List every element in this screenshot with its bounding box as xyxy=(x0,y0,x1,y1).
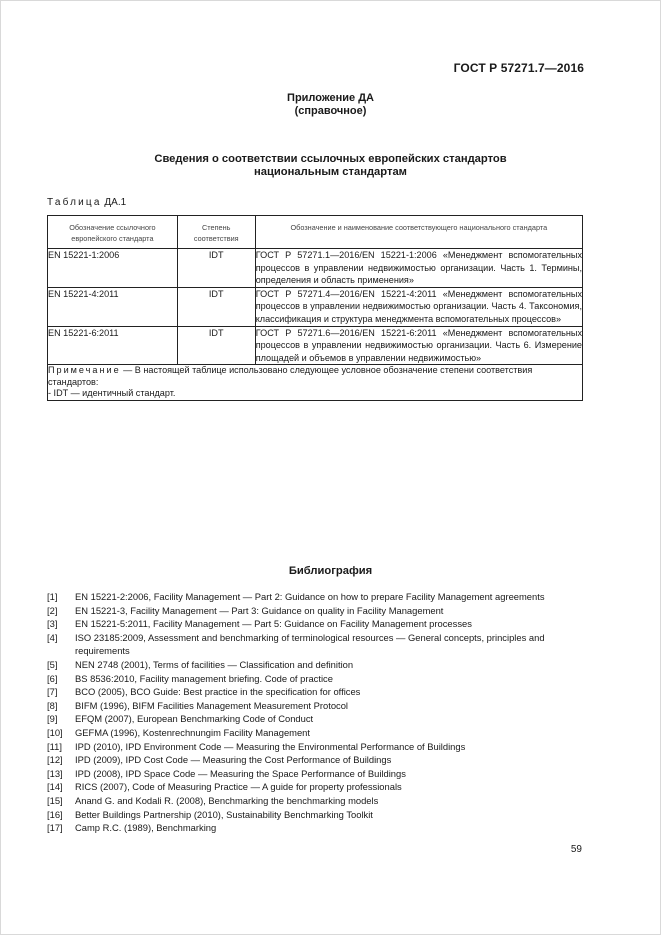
reference-text: NEN 2748 (2001), Terms of facilities — Classification and definition xyxy=(75,658,354,670)
reference-number: [14] xyxy=(47,781,63,793)
table-row xyxy=(48,249,583,288)
reference-number: [11] xyxy=(47,740,62,752)
ref-standard-cell: EN 15221-4:2011 xyxy=(48,287,178,326)
national-standard-cell: ГОСТ Р 57271.4—2016/EN 15221-4:2011 «Менеджмент вспомогательных процессов в управлении недвижимостью организации. Часть 4. Таксономия, классификация и структура менеджмента вспомогательных процессов» xyxy=(255,287,582,326)
reference-number: [3] xyxy=(47,618,58,630)
list-item xyxy=(47,699,587,713)
ref-standard-cell: EN 15221-1:2006 xyxy=(48,249,178,288)
reference-text: EN 15221-3, Facility Management — Part 3: Guidance on quality in Facility Management xyxy=(75,604,444,616)
reference-text: ISO 23185:2009, Assessment and benchmarking of terminological resources — General concepts, principles and requirements xyxy=(75,631,545,657)
standard-designation: ГОСТ Р 57271.7—2016 xyxy=(453,61,584,75)
header-degree: Степень соответствия xyxy=(177,216,255,249)
reference-number: [9] xyxy=(47,713,58,725)
reference-number: [2] xyxy=(47,604,58,616)
reference-number: [15] xyxy=(47,794,63,806)
section-title-line-2: национальным стандартам xyxy=(254,166,407,178)
national-standard-cell: ГОСТ Р 57271.6—2016/EN 15221-6:2011 «Менеджмент вспомогательных процессов в управлении недвижимостью организации. Часть 6. Измерение площадей и объемов в управлении недвижимостью» xyxy=(255,326,582,365)
reference-text: RICS (2007), Code of Measuring Practice — A guide for property professionals xyxy=(75,781,402,793)
appendix-subtitle: (справочное) xyxy=(294,105,367,117)
correspondence-table xyxy=(47,215,583,401)
list-item xyxy=(47,617,587,631)
reference-number: [8] xyxy=(47,699,58,711)
table-header-row xyxy=(48,216,583,249)
table-row xyxy=(48,326,583,365)
table-row xyxy=(48,287,583,326)
note-item: - IDT — идентичный стандарт. xyxy=(48,388,176,399)
list-item xyxy=(47,740,587,754)
bibliography-list xyxy=(47,590,587,835)
reference-text: IPD (2008), IPD Space Code — Measuring the Space Performance of Buildings xyxy=(75,767,406,779)
note-text: — В настоящей таблице использовано следующее условное обозначение степени соответствия стандартов: xyxy=(48,365,533,387)
table-note xyxy=(48,365,583,401)
list-item xyxy=(47,726,587,740)
list-item xyxy=(47,590,587,604)
reference-text: EN 15221-5:2011, Facility Management — Part 5: Guidance on Facility Management processes xyxy=(75,618,472,630)
list-item xyxy=(47,753,587,767)
ref-standard-cell: EN 15221-6:2011 xyxy=(48,326,178,365)
list-item xyxy=(47,808,587,822)
degree-cell: IDT xyxy=(177,326,255,365)
reference-text: Better Buildings Partnership (2010), Sustainability Benchmarking Toolkit xyxy=(75,808,373,820)
table-caption-prefix: Таблица xyxy=(47,197,102,208)
degree-cell: IDT xyxy=(177,287,255,326)
table-caption-number: ДА.1 xyxy=(104,197,127,208)
reference-number: [12] xyxy=(47,754,63,766)
reference-text: BS 8536:2010, Facility management briefing. Code of practice xyxy=(75,672,333,684)
reference-number: [7] xyxy=(47,686,58,698)
reference-number: [13] xyxy=(47,767,63,779)
list-item xyxy=(47,767,587,781)
appendix-title: Приложение ДА xyxy=(287,92,374,104)
table-caption xyxy=(47,197,126,208)
reference-number: [17] xyxy=(47,822,63,834)
reference-text: BCO (2005), BCO Guide: Best practice in the specification for offices xyxy=(75,686,361,698)
reference-text: IPD (2010), IPD Environment Code — Measuring the Environmental Performance of Buildings xyxy=(75,740,466,752)
bibliography-title: Библиография xyxy=(288,565,373,577)
table-note-row xyxy=(48,365,583,401)
reference-number: [10] xyxy=(47,726,63,738)
list-item xyxy=(47,658,587,672)
list-item xyxy=(47,794,587,808)
list-item xyxy=(47,631,587,658)
reference-text: EFQM (2007), European Benchmarking Code of Conduct xyxy=(75,713,314,725)
degree-cell: IDT xyxy=(177,249,255,288)
reference-text: BIFM (1996), BIFM Facilities Management Measurement Protocol xyxy=(75,699,349,711)
reference-text: IPD (2009), IPD Cost Code — Measuring the Cost Performance of Buildings xyxy=(75,754,392,766)
reference-number: [1] xyxy=(47,591,58,602)
list-item xyxy=(47,685,587,699)
reference-number: [5] xyxy=(47,658,58,670)
list-item xyxy=(47,780,587,794)
header-national-standard: Обозначение и наименование соответствующего национального стандарта xyxy=(255,216,582,249)
reference-number: [4] xyxy=(47,631,58,643)
reference-text: EN 15221-2:2006, Facility Management — Part 2: Guidance on how to prepare Facility Management agreements xyxy=(75,591,545,602)
reference-text: GEFMA (1996), Kostenrechnungim Facility Management xyxy=(75,726,311,738)
list-item xyxy=(47,821,587,835)
note-label: Примечание xyxy=(48,365,121,376)
list-item xyxy=(47,672,587,686)
reference-text: Camp R.C. (1989), Benchmarking xyxy=(75,822,217,834)
reference-number: [6] xyxy=(47,672,58,684)
reference-text: Anand G. and Kodali R. (2008), Benchmarking the benchmarking models xyxy=(75,794,379,806)
list-item xyxy=(47,604,587,618)
page-number: 59 xyxy=(570,844,582,855)
section-title-line-1: Сведения о соответствии ссылочных европейских стандартов xyxy=(154,153,507,165)
header-ref-standard: Обозначение ссылочного европейского стандарта xyxy=(48,216,178,249)
national-standard-cell: ГОСТ Р 57271.1—2016/EN 15221-1:2006 «Менеджмент вспомогательных процессов в управлении недвижимостью организации. Часть 1. Термины, определения и область применения» xyxy=(255,249,582,288)
reference-number: [16] xyxy=(47,808,63,820)
list-item xyxy=(47,712,587,726)
